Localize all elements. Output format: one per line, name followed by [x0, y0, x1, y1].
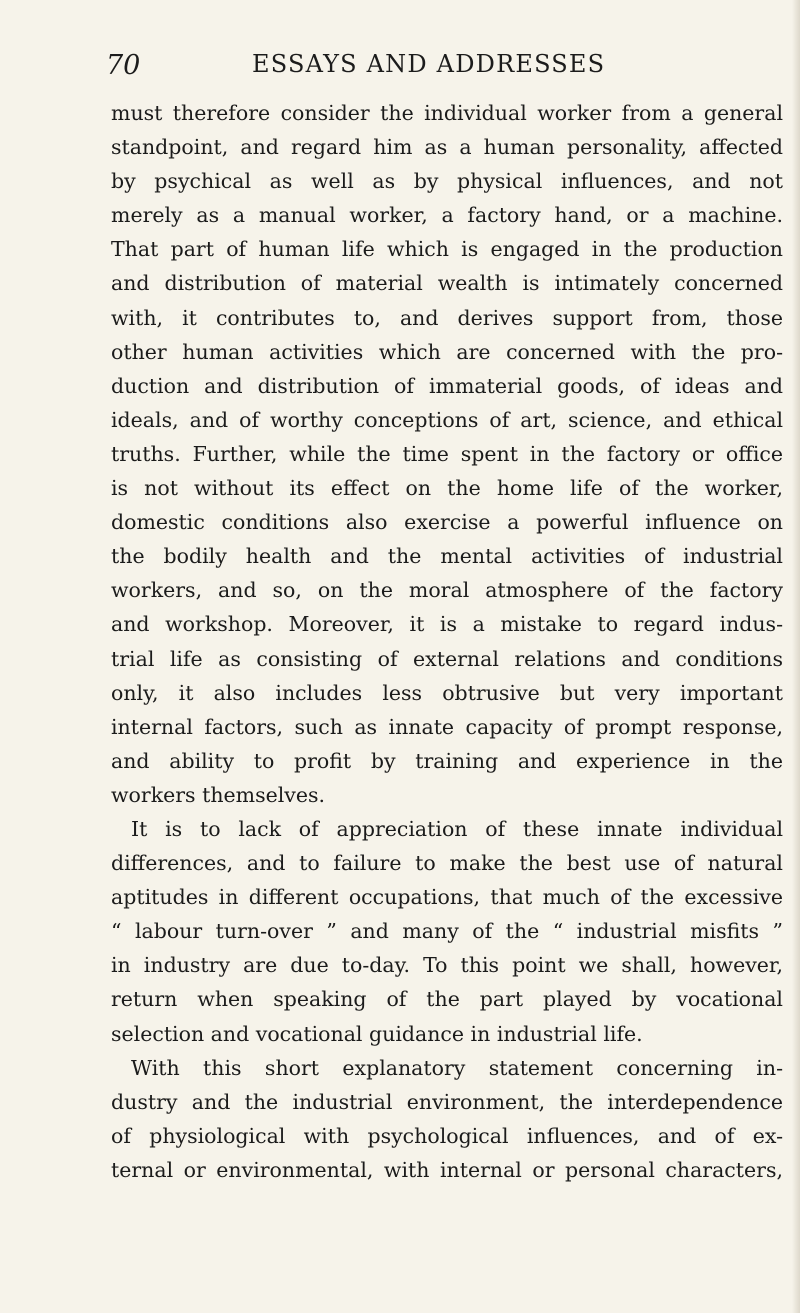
text-line: ternal or environmental, with internal or personal characters,: [111, 1157, 783, 1182]
text-line: trial life as consisting of external relations and conditions: [111, 646, 783, 671]
text-line: ideals, and of worthy conceptions of art, science, and ethical: [111, 407, 783, 432]
text-line: standpoint, and regard him as a human personality, affected: [111, 135, 783, 160]
text-line: only, it also includes less obtrusive but very important: [111, 680, 783, 705]
body-text: [111, 96, 783, 1187]
text-line: differences, and to failure to make the best use of natural: [111, 851, 783, 876]
text-line: It is to lack of appreciation of these innate individual: [131, 816, 783, 841]
text-line: aptitudes in different occupations, that much of the excessive: [111, 885, 783, 910]
text-line: and distribution of material wealth is intimately concerned: [111, 271, 783, 296]
text-line: “ labour turn-over ” and many of the “ industrial misfits ”: [111, 919, 783, 944]
text-line: must therefore consider the individual worker from a general: [111, 101, 783, 125]
text-line: workers, and so, on the moral atmosphere of the factory: [111, 578, 783, 603]
text-line: of physiological with psychological influences, and of ex-: [111, 1123, 783, 1148]
page-header: [106, 50, 776, 94]
text-line: other human activities which are concerned with the pro-: [111, 339, 783, 364]
text-line: selection and vocational guidance in industrial life.: [111, 1021, 643, 1046]
text-line: internal factors, such as innate capacity of prompt response,: [111, 714, 783, 739]
text-line: That part of human life which is engaged in the production: [111, 237, 783, 262]
text-line: duction and distribution of immaterial goods, of ideas and: [111, 373, 783, 398]
text-line: dustry and the industrial environment, the interdependence: [111, 1089, 783, 1114]
text-line: and ability to profit by training and experience in the: [111, 748, 783, 773]
text-line: With this short explanatory statement concerning in-: [131, 1055, 783, 1080]
text-line: truths. Further, while the time spent in the factory or office: [111, 441, 783, 466]
text-line: and workshop. Moreover, it is a mistake to regard indus-: [111, 612, 783, 637]
text-line: merely as a manual worker, a factory hand, or a machine.: [111, 203, 783, 228]
text-line: domestic conditions also exercise a powerful influence on: [111, 510, 783, 535]
text-line: is not without its effect on the home life of the worker,: [111, 476, 783, 501]
text-line: return when speaking of the part played by vocational: [111, 987, 783, 1012]
text-line: workers themselves.: [111, 782, 326, 807]
page-number: 70: [106, 50, 141, 81]
page-edge-shadow: [792, 0, 800, 1313]
text-line: by psychical as well as by physical influences, and not: [111, 169, 783, 194]
text-line: the bodily health and the mental activities of industrial: [111, 544, 783, 569]
text-line: in industry are due to-day. To this point we shall, however,: [111, 953, 783, 978]
running-head: ESSAYS AND ADDRESSES: [252, 50, 606, 78]
text-line: with, it contributes to, and derives support from, those: [111, 305, 783, 330]
